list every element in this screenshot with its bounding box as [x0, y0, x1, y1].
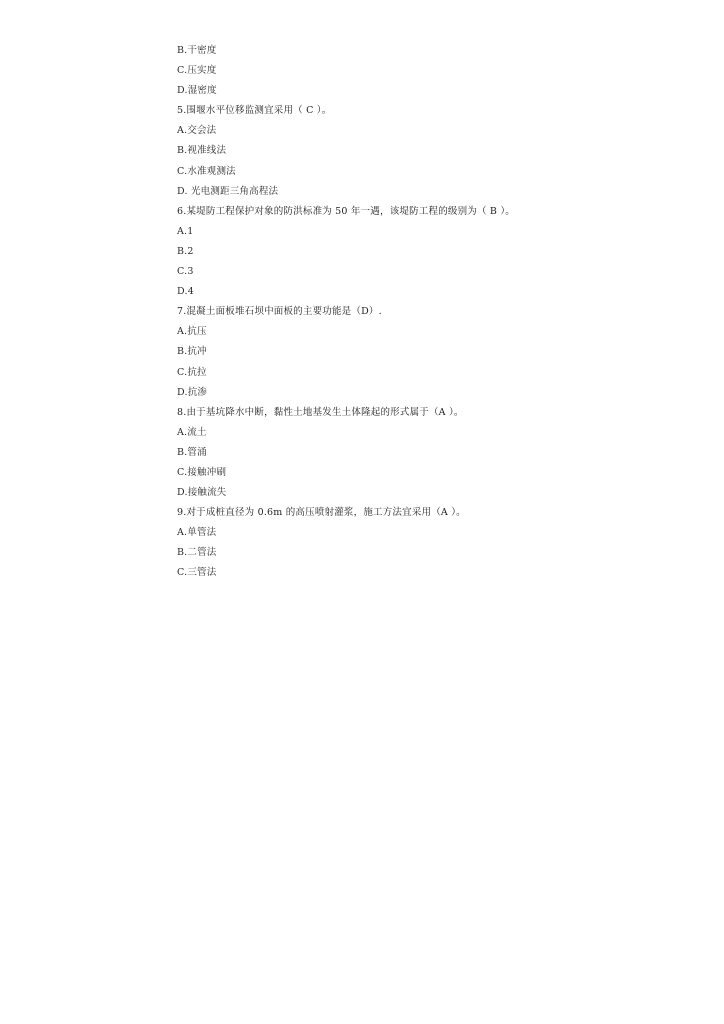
answer-option: D.接触流失 [177, 487, 227, 499]
answer-option: A.1 [177, 225, 194, 237]
answer-option: A.交会法 [177, 125, 217, 137]
question-text: 9.对于成桩直径为 0.6m 的高压喷射灌浆，施工方法宜采用（A ）。 [177, 507, 466, 519]
answer-option: C.接触冲刷 [177, 466, 227, 478]
answer-option: B.2 [177, 245, 194, 257]
answer-option: A.抗压 [177, 326, 207, 338]
answer-option: B.干密度 [177, 45, 217, 56]
answer-option: A.流土 [177, 426, 207, 438]
answer-option: B.抗冲 [177, 346, 207, 358]
answer-option: B.管涌 [177, 446, 207, 458]
answer-option: D.湿密度 [177, 85, 217, 97]
answer-option: B.视准线法 [177, 145, 227, 157]
question-text: 6.某堤防工程保护对象的防洪标准为 50 年一遇，该堤防工程的级别为（ B ）。 [177, 205, 515, 217]
answer-option: D.4 [177, 286, 194, 298]
answer-option: A.单管法 [177, 527, 217, 539]
answer-option: C.水准观测法 [177, 165, 236, 177]
question-text: 8.由于基坑降水中断，黏性土地基发生土体隆起的形式属于（A ）。 [177, 406, 464, 418]
answer-option: B.二管法 [177, 547, 217, 559]
answer-option: D. 光电测距三角高程法 [177, 185, 279, 197]
question-text: 5.围堰水平位移监测宜采用（ C ）。 [177, 105, 332, 117]
answer-option: C.三管法 [177, 567, 217, 579]
question-list [177, 44, 657, 587]
answer-option: C.抗拉 [177, 366, 207, 378]
answer-option: C.3 [177, 266, 194, 278]
answer-option: D.抗渗 [177, 386, 208, 398]
question-text: 7.混凝土面板堆石坝中面板的主要功能是（D）. [177, 306, 382, 318]
answer-option: C.压实度 [177, 65, 217, 77]
